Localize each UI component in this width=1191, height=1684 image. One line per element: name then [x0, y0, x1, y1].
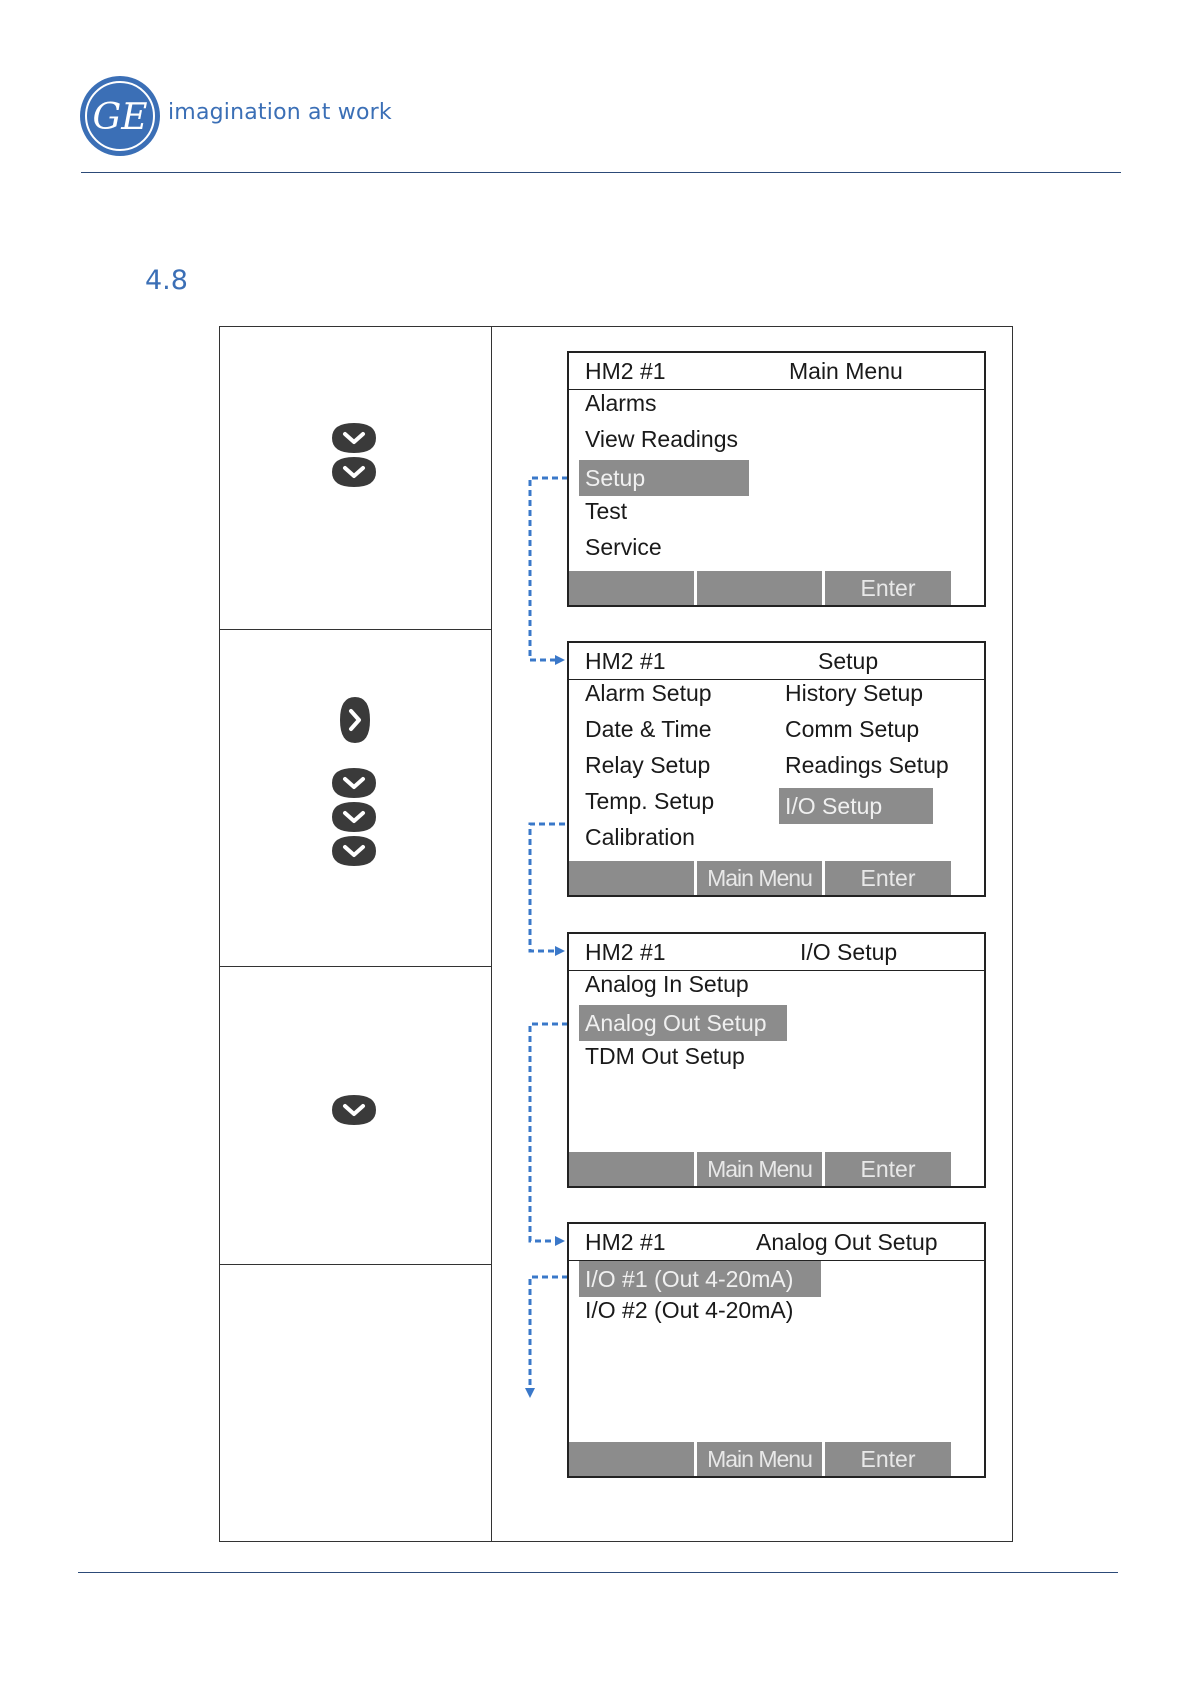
device-label: HM2 #1 [585, 939, 666, 965]
menu-item-service[interactable]: Service [585, 534, 662, 560]
softkey-1[interactable] [569, 1152, 694, 1186]
lcd-main-menu [567, 351, 986, 607]
menu-item-comm-setup[interactable]: Comm Setup [785, 716, 920, 742]
lcd-io-setup [567, 932, 986, 1188]
lcd-analog-out-setup [567, 1222, 986, 1478]
menu-item-history-setup[interactable]: History Setup [785, 680, 924, 706]
menu-item-setup-selected[interactable]: Setup [579, 460, 749, 496]
screen-title: Setup [818, 648, 879, 674]
section-number: 4.8 [145, 265, 188, 296]
menu-item-alarms[interactable]: Alarms [585, 390, 657, 416]
screen-title: Main Menu [789, 358, 903, 384]
softkey-enter[interactable]: Enter [825, 1152, 951, 1186]
softkey-enter[interactable]: Enter [825, 861, 951, 895]
softkey-main-menu[interactable]: Main Menu [697, 1442, 822, 1476]
lcd-header [569, 643, 984, 680]
menu-item-io2[interactable]: I/O #2 (Out 4-20mA) [585, 1297, 794, 1323]
softkey-1[interactable] [569, 571, 694, 605]
device-label: HM2 #1 [585, 1229, 666, 1255]
softkey-1[interactable] [569, 1442, 694, 1476]
menu-item-io1-selected[interactable]: I/O #1 (Out 4-20mA) [579, 1261, 821, 1297]
arrow-to-analog-out [530, 1024, 568, 1241]
menu-item-analog-out-setup-selected[interactable]: Analog Out Setup [579, 1005, 787, 1041]
menu-item-relay-setup[interactable]: Relay Setup [585, 752, 711, 778]
screen-title: I/O Setup [800, 939, 898, 965]
svg-text:GE: GE [92, 97, 148, 138]
softkey-enter[interactable]: Enter [825, 571, 951, 605]
softkey-2[interactable] [697, 571, 822, 605]
lcd-header [569, 353, 984, 390]
menu-item-view-readings[interactable]: View Readings [585, 426, 739, 452]
arrow-continue [530, 1277, 568, 1395]
softkey-bar [569, 1152, 984, 1186]
menu-item-test[interactable]: Test [585, 498, 628, 524]
menu-item-analog-in-setup[interactable]: Analog In Setup [585, 971, 749, 997]
menu-item-calibration[interactable]: Calibration [585, 824, 695, 850]
softkey-enter[interactable]: Enter [825, 1442, 951, 1476]
softkey-main-menu[interactable]: Main Menu [697, 1152, 822, 1186]
softkey-main-menu[interactable]: Main Menu [697, 861, 822, 895]
device-label: HM2 #1 [585, 648, 666, 674]
footer-rule [78, 1572, 1118, 1573]
lcd-header [569, 934, 984, 971]
softkey-1[interactable] [569, 861, 694, 895]
softkey-bar [569, 861, 984, 895]
menu-item-io-setup-selected[interactable]: I/O Setup [779, 788, 933, 824]
device-label: HM2 #1 [585, 358, 666, 384]
menu-item-temp-setup[interactable]: Temp. Setup [585, 788, 715, 814]
menu-item-date-time[interactable]: Date & Time [585, 716, 712, 742]
lcd-setup [567, 641, 986, 897]
menu-item-tdm-out-setup[interactable]: TDM Out Setup [585, 1043, 745, 1069]
screen-title: Analog Out Setup [756, 1229, 938, 1255]
menu-item-readings-setup[interactable]: Readings Setup [785, 752, 949, 778]
softkey-bar [569, 1442, 984, 1476]
tagline: imagination at work [168, 100, 392, 125]
softkey-bar [569, 571, 984, 605]
lcd-header [569, 1224, 984, 1261]
menu-item-alarm-setup[interactable]: Alarm Setup [585, 680, 712, 706]
arrow-to-setup [530, 478, 568, 660]
